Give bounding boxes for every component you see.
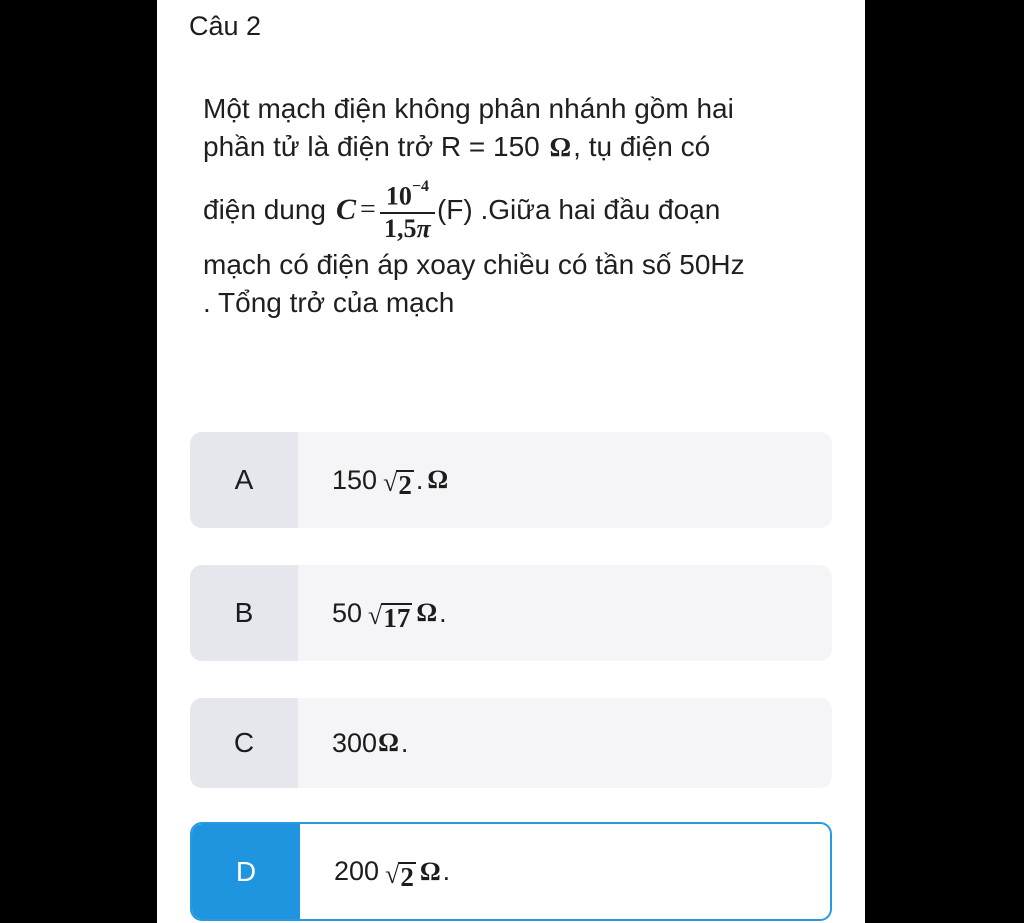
option-d-answer — [300, 824, 830, 919]
option-b-period: . — [439, 597, 447, 628]
capacitance-fraction — [380, 176, 435, 244]
question-line-4: mạch có điện áp xoay chiều có tần số 50Hz — [203, 249, 745, 280]
question-line-2-tail: , tụ điện có — [573, 131, 711, 162]
numerator-exponent: −4 — [411, 178, 429, 196]
option-a-coef: 150 — [332, 464, 378, 495]
ohm-symbol: Ω — [427, 465, 449, 494]
question-line-2 — [203, 128, 823, 166]
sqrt-symbol — [368, 601, 412, 631]
radical-sign: √ — [383, 468, 398, 497]
option-d-radicand: 2 — [400, 861, 414, 892]
option-b[interactable] — [190, 565, 832, 661]
option-c-coef: 300 — [332, 727, 378, 758]
question-line-1: Một mạch điện không phân nhánh gồm hai — [203, 93, 734, 124]
question-line-3-text: điện dung — [203, 194, 327, 225]
question-title: Câu 2 — [189, 11, 262, 41]
option-b-coef: 50 — [332, 597, 363, 628]
option-d-period: . — [442, 856, 451, 886]
option-c-letter: C — [190, 698, 298, 788]
question-line-3-tail: (F) .Giữa hai đầu đoạn — [436, 194, 721, 225]
radical-sign: √ — [368, 601, 383, 630]
sqrt-symbol — [385, 860, 416, 890]
option-c[interactable] — [190, 698, 832, 788]
option-a-letter: A — [190, 432, 298, 528]
pi-symbol: π — [416, 213, 431, 243]
quiz-page — [157, 0, 865, 923]
option-d-coef: 200 — [334, 856, 380, 886]
option-a-radicand: 2 — [398, 470, 412, 500]
option-c-period: . — [400, 727, 409, 758]
question-line-2-text: phần tử là điện trở R = 150 — [203, 131, 540, 162]
question-line-5: . Tổng trở của mạch — [203, 287, 455, 318]
question-text — [203, 90, 823, 322]
ohm-symbol: Ω — [378, 728, 399, 757]
option-b-radicand: 17 — [383, 603, 411, 633]
ohm-symbol: Ω — [416, 598, 438, 627]
capacitance-symbol: C — [336, 193, 357, 226]
numerator-base: 10 — [385, 181, 412, 211]
radical-sign: √ — [385, 859, 400, 889]
question-line-3 — [203, 170, 823, 250]
fraction-numerator — [380, 176, 435, 214]
option-c-answer — [298, 698, 832, 788]
option-d-letter: D — [192, 824, 300, 919]
option-a-separator: . — [415, 464, 424, 495]
denominator-number: 1,5 — [384, 213, 417, 243]
fraction-denominator — [384, 214, 431, 244]
ohm-symbol: Ω — [419, 856, 441, 886]
equals-sign: = — [360, 194, 376, 225]
ohm-symbol: Ω — [549, 132, 572, 162]
option-b-letter: B — [190, 565, 298, 661]
option-b-answer — [298, 565, 832, 661]
option-d[interactable] — [190, 822, 832, 921]
option-a-answer — [298, 432, 832, 528]
sqrt-symbol — [383, 468, 414, 498]
option-a[interactable] — [190, 432, 832, 528]
